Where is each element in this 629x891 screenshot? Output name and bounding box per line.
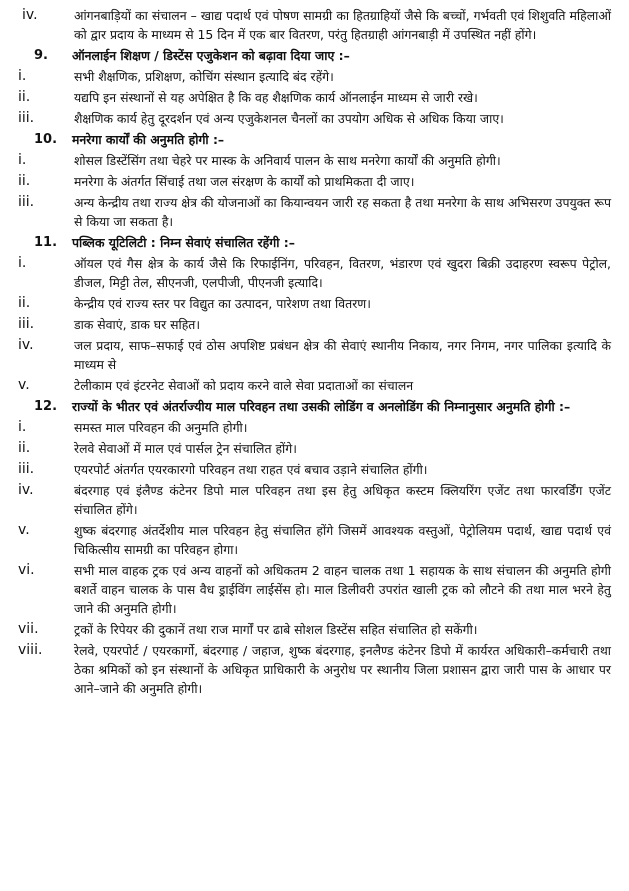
item-text: टेलीकाम एवं इंटरनेट सेवाओं को प्रदाय करने वाले सेवा प्रदाताओं का संचालन bbox=[74, 378, 414, 393]
item-text: मनरेगा के अंतर्गत सिंचाई तथा जल संरक्षण के कार्यों को प्राथमिकता दी जाए। bbox=[74, 174, 415, 189]
item-number: ii. bbox=[18, 89, 31, 105]
list-item bbox=[0, 193, 611, 231]
section-number: 10. bbox=[34, 132, 58, 147]
item-text: एयरपोर्ट अंतर्गत एयरकारगो परिवहन तथा राहत एवं बचाव उड़ाने संचालित होंगी। bbox=[74, 462, 428, 477]
list-item bbox=[0, 67, 611, 86]
section-title: मनरेगा कार्यों की अनुमति होगी :– bbox=[72, 132, 225, 147]
item-number: iv. bbox=[18, 337, 34, 353]
list-item bbox=[0, 315, 611, 334]
list-item bbox=[0, 88, 611, 107]
item-text: डाक सेवाएं, डाक घर सहित। bbox=[74, 317, 201, 332]
list-item bbox=[0, 336, 611, 374]
item-text: बंदरगाह एवं इंलैण्ड कंटेनर डिपो माल परिवहन तथा इस हेतु अधिकृत कस्टम क्लियरिंग एजेंट तथा फारवर्डिंग एजेंट संचालित होंगे। bbox=[74, 483, 611, 517]
list-item bbox=[0, 481, 611, 519]
item-text: अन्य केन्द्रीय तथा राज्य क्षेत्र की योजनाओं का कियान्वयन जारी रह सकता है तथा मनरेगा के साथ अभिसरण उपयुक्त रूप से किया जा सकता है। bbox=[74, 195, 611, 229]
item-number: i. bbox=[18, 152, 27, 168]
section-heading bbox=[0, 233, 611, 252]
item-text: रेलवे, एयरपोर्ट / एयरकार्गो, बंदरगाह / जहाज, शुष्क बंदरगाह, इनलैण्ड कंटेनर डिपो में कार्यरत अधिकारी–कर्मचारी तथा ठेका श्रमिकों को इन संस्थानों के अधिकृत प्राधिकारी के अनुरोध पर स्थानीय जिला प्रशासन द्वारा जारी पास के आधार पर आने–जाने की अनुमति होगी। bbox=[74, 643, 611, 696]
list-item bbox=[0, 109, 611, 128]
item-text: यद्यपि इन संस्थानों से यह अपेक्षित है कि वह शैक्षणिक कार्य ऑनलाईन माध्यम से जारी रखे। bbox=[74, 90, 478, 105]
item-number: iv. bbox=[22, 7, 38, 23]
item-text: शैक्षणिक कार्य हेतु दूरदर्शन एवं अन्य एजुकेशनल चैनलों का उपयोग अधिक से अधिक किया जाए। bbox=[74, 111, 504, 126]
list-item bbox=[0, 151, 611, 170]
item-number: viii. bbox=[18, 642, 43, 658]
item-number: vii. bbox=[18, 621, 39, 637]
item-number: ii. bbox=[18, 173, 31, 189]
list-item bbox=[0, 460, 611, 479]
list-item bbox=[0, 254, 611, 292]
item-text: आंगनबाड़ियों का संचालन – खाद्य पदार्थ एवं पोषण सामग्री का हितग्राहियों जैसे कि बच्चों, गर्भवती एवं शिशुवति महिलाओं को द्वार प्रदाय के माध्यम से 15 दिन में एक बार वितरण, परंतु हितग्राही आंगनबाड़ी में उपस्थित नहीं होंगे। bbox=[74, 8, 611, 42]
section-title: राज्यों के भीतर एवं अंतर्राज्यीय माल परिवहन तथा उसकी लोडिंग व अनलोडिंग की निम्नानुसार अनुमति होगी :– bbox=[72, 399, 571, 414]
section-heading bbox=[0, 46, 611, 65]
item-text: सभी शैक्षणिक, प्रशिक्षण, कोचिंग संस्थान इत्यादि बंद रहेंगे। bbox=[74, 69, 334, 84]
item-text: ट्रकों के रिपेयर की दुकानें तथा राज मार्गों पर ढाबे सोशल डिस्टेंस सहित संचालित हो सकेंगी। bbox=[74, 622, 478, 637]
section-number: 11. bbox=[34, 235, 58, 250]
item-number: i. bbox=[18, 255, 27, 271]
item-text: समस्त माल परिवहन की अनुमति होगी। bbox=[74, 420, 248, 435]
item-number: v. bbox=[18, 377, 30, 393]
list-item bbox=[0, 172, 611, 191]
list-item bbox=[0, 376, 611, 395]
item-number: i. bbox=[18, 68, 27, 84]
list-item bbox=[0, 418, 611, 437]
item-text: ऑयल एवं गैस क्षेत्र के कार्य जैसे कि रिफाईनिंग, परिवहन, वितरण, भंडारण एवं खुदरा बिक्री उदाहरण स्वरूप पेट्रोल, डीजल, मिट्टी तेल, सीएनजी, एलपीजी, पीएनजी इत्यादि। bbox=[74, 256, 611, 290]
list-item bbox=[0, 439, 611, 458]
list-item bbox=[0, 641, 611, 698]
section-title: ऑनलाईन शिक्षण / डिस्टेंस एजुकेशन को बढ़ावा दिया जाए :– bbox=[72, 48, 350, 63]
item-text: रेलवे सेवाओं में माल एवं पार्सल ट्रेन संचालित होंगे। bbox=[74, 441, 297, 456]
item-number: iv. bbox=[18, 482, 34, 498]
item-text: सभी माल वाहक ट्रक एवं अन्य वाहनों को अधिकतम 2 वाहन चालक तथा 1 सहायक के साथ संचालन की अनुमति होगी बशर्ते वाहन चालक के पास वैध ड्राईविंग लाईसेंस हो। माल डिलीवरी उपरांत खाली ट्रक को लौटने की तथा माल भरने हेतु जाने की अनुमति होगी। bbox=[74, 563, 611, 616]
item-number: ii. bbox=[18, 295, 31, 311]
item-number: iii. bbox=[18, 461, 35, 477]
item-number: i. bbox=[18, 419, 27, 435]
section-number: 12. bbox=[34, 399, 58, 414]
item-text: शुष्क बंदरगाह अंतर्देशीय माल परिवहन हेतु संचालित होंगे जिसमें आवश्यक वस्तुओं, पेट्रोलियम पदार्थ, खाद्य पदार्थ एवं चिकित्सीय सामग्री का परिवहन होगा। bbox=[74, 523, 611, 557]
section-number: 9. bbox=[34, 48, 48, 63]
item-number: iii. bbox=[18, 194, 35, 210]
list-item bbox=[0, 620, 611, 639]
list-item bbox=[0, 294, 611, 313]
section-heading bbox=[0, 397, 611, 416]
item-number: v. bbox=[18, 522, 30, 538]
item-number: vi. bbox=[18, 562, 35, 578]
list-item bbox=[0, 521, 611, 559]
item-text: शोसल डिस्टेंसिंग तथा चेहरे पर मास्क के अनिवार्य पालन के साथ मनरेगा कार्यों की अनुमति होगी। bbox=[74, 153, 501, 168]
list-item bbox=[0, 561, 611, 618]
item-number: iii. bbox=[18, 316, 35, 332]
item-number: iii. bbox=[18, 110, 35, 126]
item-text: केन्द्रीय एवं राज्य स्तर पर विद्युत का उत्पादन, पारेशण तथा वितरण। bbox=[74, 296, 371, 311]
section-title: पब्लिक यूटिलिटी : निम्न सेवाएं संचालित रहेंगी :– bbox=[72, 235, 295, 250]
item-text: जल प्रदाय, साफ–सफाई एवं ठोस अपशिष्ट प्रबंधन क्षेत्र की सेवाएं स्थानीय निकाय, नगर निगम, नगर पालिका इत्यादि के माध्यम से bbox=[74, 338, 611, 372]
section-heading bbox=[0, 130, 611, 149]
item-number: ii. bbox=[18, 440, 31, 456]
list-item bbox=[0, 6, 611, 44]
